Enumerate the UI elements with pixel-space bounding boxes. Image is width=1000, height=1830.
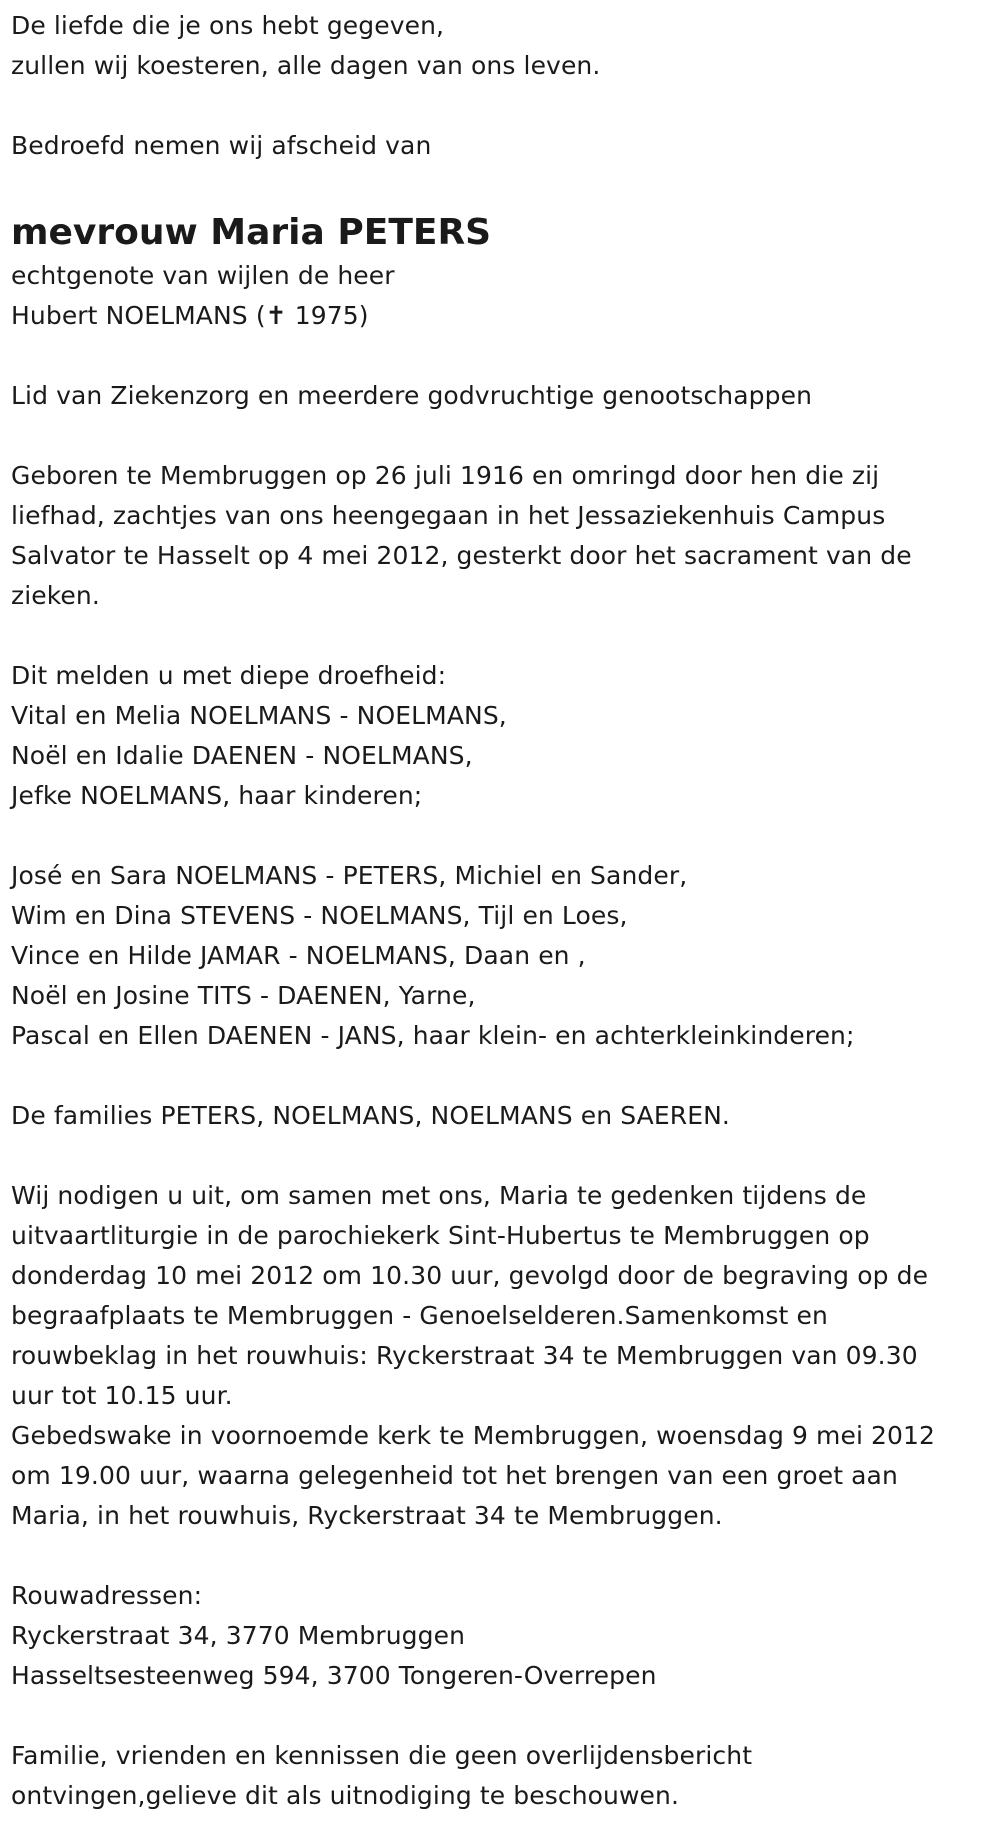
children-line: Vital en Melia NOELMANS - NOELMANS, [11,701,507,730]
grandchildren-line: Wim en Dina STEVENS - NOELMANS, Tijl en Loes, [11,901,628,930]
biography-line: Geboren te Membruggen op 26 juli 1916 en omringd door hen die zij [11,461,880,490]
grandchildren-line: Vince en Hilde JAMAR - NOELMANS, Daan en , [11,941,586,970]
spacer [11,1536,991,1576]
biography-line: Salvator te Hasselt op 4 mei 2012, gesterkt door het sacrament van de [11,541,912,570]
obituary-document [11,6,991,1816]
poem-line: De liefde die je ons hebt gegeven, [11,11,445,40]
grandchildren-line: Noël en Josine TITS - DAENEN, Yarne, [11,981,476,1010]
membership-text: Lid van Ziekenzorg en meerdere godvruchtige genootschappen [11,381,813,410]
children-line: Noël en Idalie DAENEN - NOELMANS, [11,741,473,770]
deceased-name: mevrouw Maria PETERS [11,212,492,253]
grandchildren-line: José en Sara NOELMANS - PETERS, Michiel en Sander, [11,861,688,890]
spouse-line: echtgenote van wijlen de heer [11,261,395,290]
poem [11,6,991,86]
spacer [11,1056,991,1096]
announcement-block [11,656,991,816]
service-paragraph [11,1176,991,1536]
spacer [11,336,991,376]
closing-paragraph [11,1736,991,1816]
service-line: Wij nodigen u uit, om samen met ons, Maria te gedenken tijdens de [11,1181,867,1210]
spacer [11,1696,991,1736]
spacer [11,86,991,126]
service-line: rouwbeklag in het rouwhuis: Ryckerstraat 34 te Membruggen van 09.30 [11,1341,918,1370]
service-line: Maria, in het rouwhuis, Ryckerstraat 34 te Membruggen. [11,1501,723,1530]
addresses-block [11,1576,991,1696]
spacer [11,166,991,206]
biography-line: zieken. [11,581,100,610]
poem-line: zullen wij koesteren, alle dagen van ons leven. [11,51,601,80]
families-text: De families PETERS, NOELMANS, NOELMANS en SAEREN. [11,1101,730,1130]
grandchildren-line: Pascal en Ellen DAENEN - JANS, haar klein- en achterkleinkinderen; [11,1021,855,1050]
spouse-line: Hubert NOELMANS (✝ 1975) [11,301,369,330]
spacer [11,616,991,656]
closing-line: Familie, vrienden en kennissen die geen overlijdensbericht [11,1741,753,1770]
closing-line: ontvingen,gelieve dit als uitnodiging te beschouwen. [11,1781,679,1810]
service-line: uitvaartliturgie in de parochiekerk Sint-Hubertus te Membruggen op [11,1221,870,1250]
service-line: donderdag 10 mei 2012 om 10.30 uur, gevolgd door de begraving op de [11,1261,929,1290]
address-line: Hasseltsesteenweg 594, 3700 Tongeren-Overrepen [11,1661,657,1690]
biography-paragraph [11,456,991,616]
spacer [11,816,991,856]
addresses-heading: Rouwadressen: [11,1581,203,1610]
biography-line: liefhad, zachtjes van ons heengegaan in het Jessaziekenhuis Campus [11,501,886,530]
intro-text: Bedroefd nemen wij afscheid van [11,131,432,160]
service-line: uur tot 10.15 uur. [11,1381,233,1410]
spacer [11,416,991,456]
spacer [11,1136,991,1176]
announcement-heading: Dit melden u met diepe droefheid: [11,661,447,690]
children-line: Jefke NOELMANS, haar kinderen; [11,781,423,810]
service-line: om 19.00 uur, waarna gelegenheid tot het brengen van een groet aan [11,1461,898,1490]
service-line: Gebedswake in voornoemde kerk te Membruggen, woensdag 9 mei 2012 [11,1421,936,1450]
grandchildren-block [11,856,991,1056]
address-line: Ryckerstraat 34, 3770 Membruggen [11,1621,466,1650]
service-line: begraafplaats te Membruggen - Genoelselderen.Samenkomst en [11,1301,828,1330]
